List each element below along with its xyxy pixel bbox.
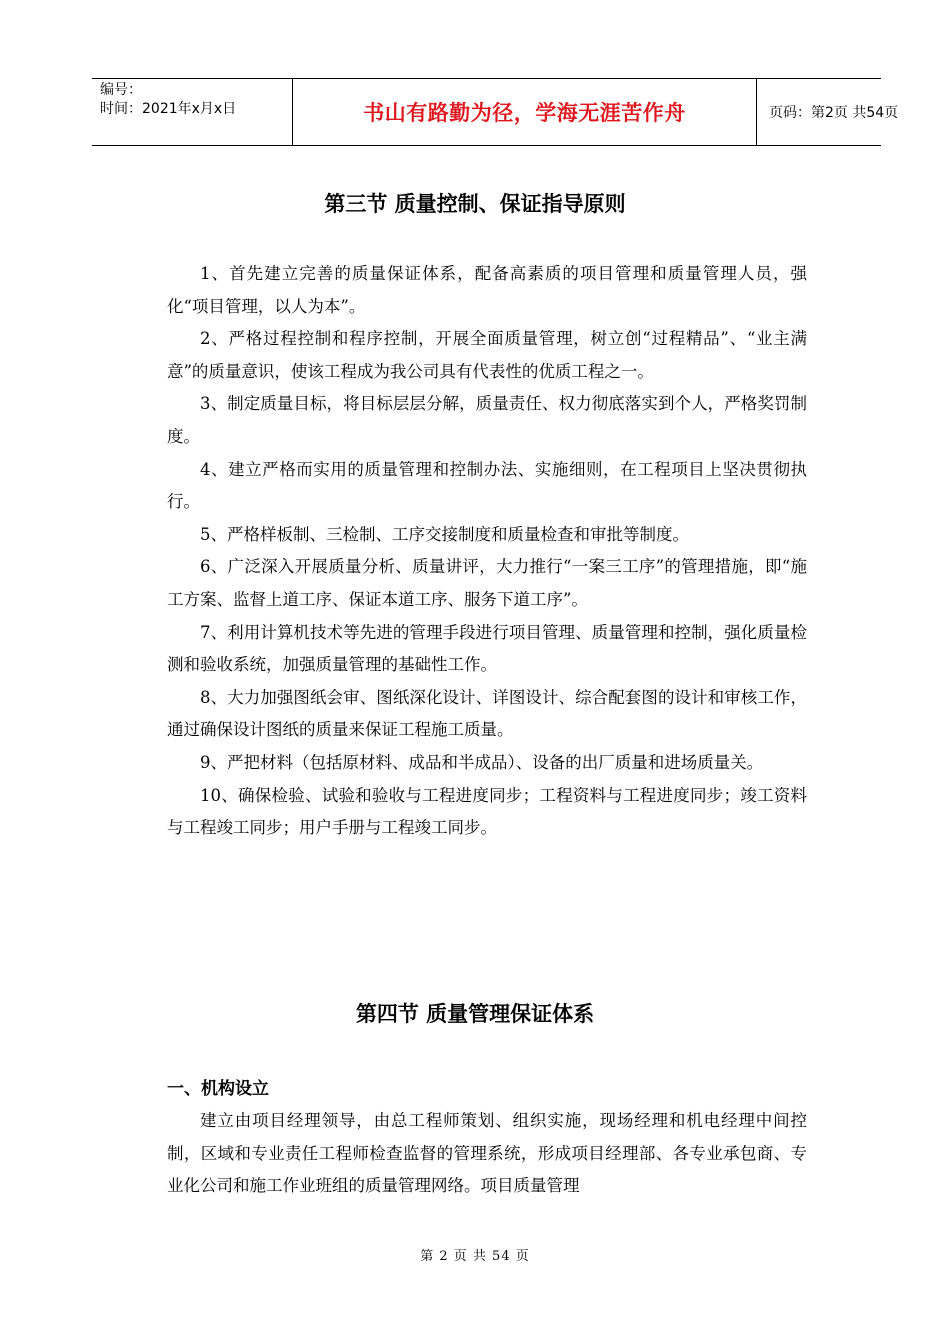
paragraph: 4、建立严格而实用的质量管理和控制办法、实施细则，在工程项目上坚决贯彻执行。 xyxy=(167,459,807,512)
paragraph: 8、大力加强图纸会审、图纸深化设计、详图设计、综合配套图的设计和审核工作，通过确保设计图纸的质量来保证工程施工质量。 xyxy=(167,687,807,740)
header-meta xyxy=(92,79,292,145)
paragraph: 7、利用计算机技术等先进的管理手段进行项目管理、质量管理和控制，强化质量检测和验收系统，加强质量管理的基础性工作。 xyxy=(167,622,807,675)
paragraph: 3、制定质量目标，将目标层层分解，质量责任、权力彻底落实到个人，严格奖罚制度。 xyxy=(167,394,807,446)
paragraph: 9、严把材料（包括原材料、成品和半成品）、设备的出厂质量和进场质量关。 xyxy=(200,752,764,772)
header-page-label: 页码：第2页 共54页 xyxy=(769,105,899,121)
paragraph: 10、确保检验、试验和验收与工程进度同步；工程资料与工程进度同步；竣工资料与工程竣工同步；用户手册与工程竣工同步。 xyxy=(167,785,807,838)
section-title-3: 第三节 质量控制、保证指导原则 xyxy=(324,192,626,216)
paragraph: 1、首先建立完善的质量保证体系，配备高素质的项目管理和质量管理人员，强化“项目管理，以人为本”。 xyxy=(167,264,807,316)
document-time-label: 时间：2021年x月x日 xyxy=(100,101,237,117)
subheading-organization: 一、机构设立 xyxy=(167,1079,269,1099)
section-title-4: 第四节 质量管理保证体系 xyxy=(355,1002,595,1026)
header-motto: 书山有路勤为径，学海无涯苦作舟 xyxy=(292,79,757,145)
document-number-label: 编号： xyxy=(100,82,142,98)
paragraph: 2、严格过程控制和程序控制，开展全面质量管理，树立创“过程精品”、“业主满意”的质量意识，使该工程成为我公司具有代表性的优质工程之一。 xyxy=(167,329,807,381)
paragraph: 6、广泛深入开展质量分析、质量讲评，大力推行“一案三工序”的管理措施，即“施工方案、监督上道工序、保证本道工序、服务下道工序”。 xyxy=(167,557,807,609)
section-3-body xyxy=(167,258,807,845)
paragraph: 5、严格样板制、三检制、工序交接制度和质量检查和审批等制度。 xyxy=(200,524,689,544)
paragraph: 建立由项目经理领导，由总工程师策划、组织实施，现场经理和机电经理中间控制，区域和专业责任工程师检查监督的管理系统，形成项目经理部、各专业承包商、专业化公司和施工作业班组的质量管理网络。项目质量管理 xyxy=(167,1111,807,1196)
page-footer: 第 2 页 共 54 页 xyxy=(420,1249,530,1264)
section-4-body xyxy=(167,1105,807,1203)
page-header xyxy=(92,78,899,146)
